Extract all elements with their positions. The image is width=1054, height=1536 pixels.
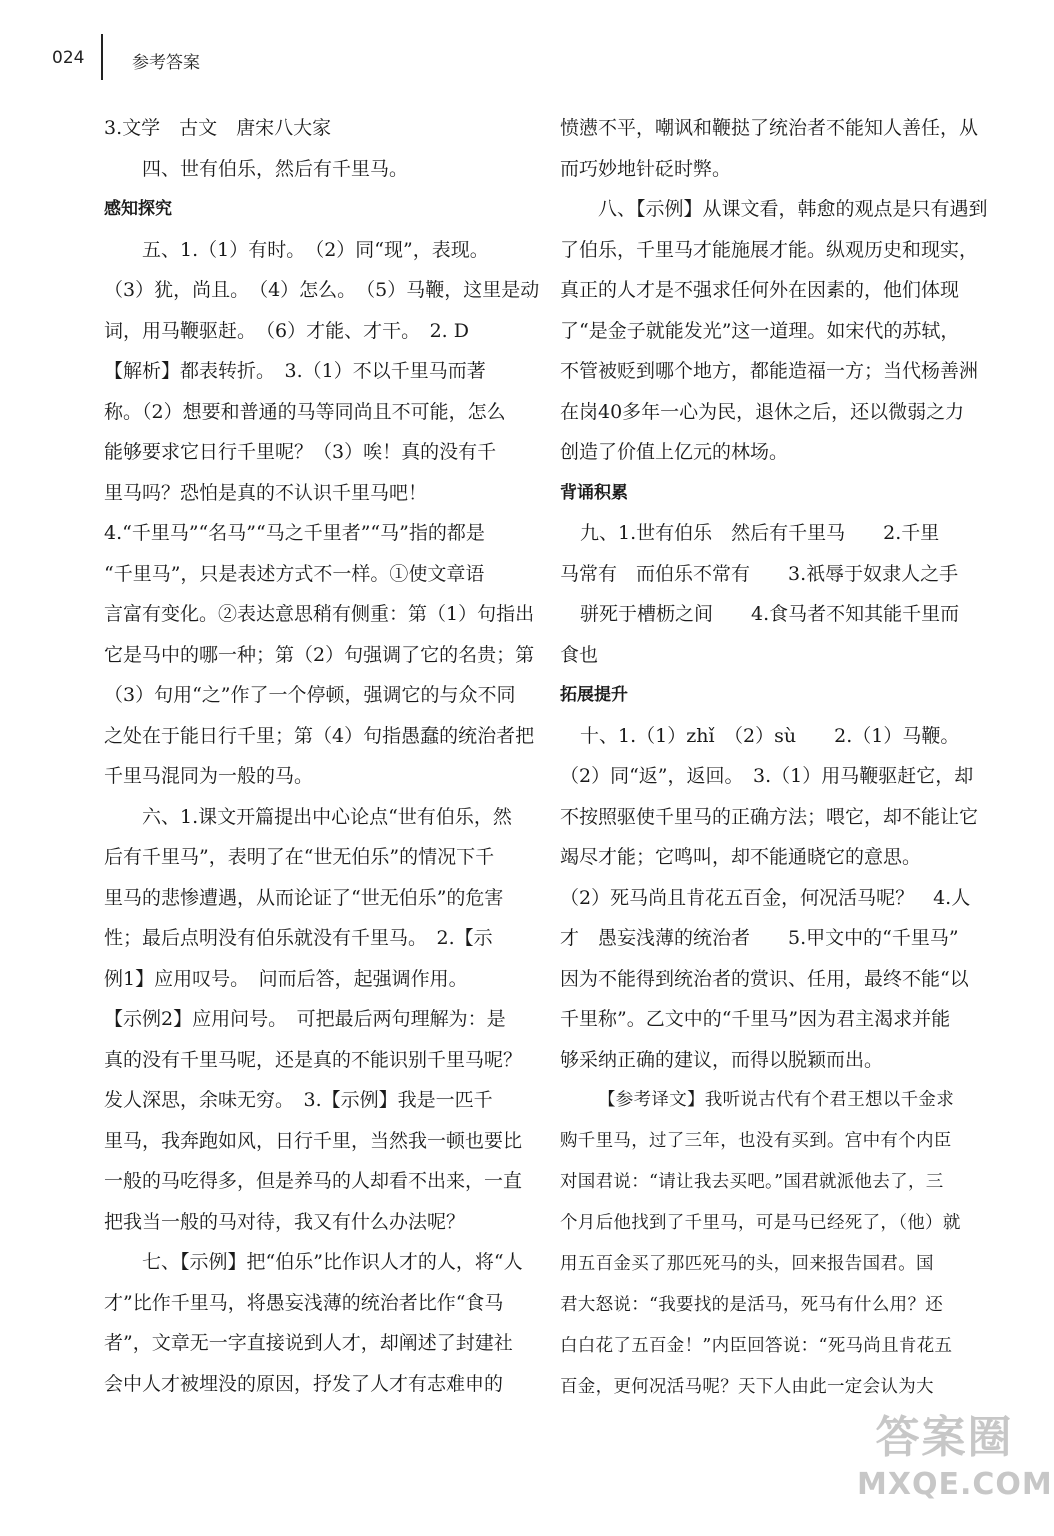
answer-line: 六、1.课文开篇提出中心论点“世有伯乐，然 xyxy=(142,805,512,828)
watermark-logo-text: 答案圈 xyxy=(875,1412,1014,1463)
answer-line: 例1】应用叹号。 问而后答，起强调作用。 xyxy=(104,967,468,990)
left-column xyxy=(104,108,540,1404)
answer-line: 里马的悲惨遭遇，从而论证了“世无伯乐”的危害 xyxy=(104,886,504,909)
page-number: 024 xyxy=(52,48,85,68)
translation-line: 百金，更何况活马呢？天下人由此一定会认为大 xyxy=(560,1377,934,1397)
header-divider xyxy=(101,34,103,80)
answer-line: （3）犹，尚且。 （4）怎么。 （5）马鞭，这里是动 xyxy=(104,279,540,301)
answer-line: 了“是金子就能发光”这一道理。如宋代的苏轼， xyxy=(560,319,960,342)
answer-line: （2）同“返”，返回。 3.（1）用马鞭驱赶它，却 xyxy=(560,765,974,787)
answer-line: 3.文学 古文 唐宋八大家 xyxy=(104,117,332,139)
answer-line: 十、1.（1）zhǐ （2）sù 2.（1）马鞭。 xyxy=(580,724,960,747)
answer-line: 言富有变化。②表达意思稍有侧重：第（1）句指出 xyxy=(104,603,535,625)
answer-line: 食也 xyxy=(560,643,599,666)
answer-line: 马常有 而伯乐不常有 3.祇辱于奴隶人之手 xyxy=(560,562,959,585)
answer-line: （2）死马尚且肯花五百金，何况活马呢？ 4.人 xyxy=(560,886,971,909)
page-header xyxy=(52,44,452,84)
answer-line: 会中人才被埋没的原因，抒发了人才有志难申的 xyxy=(104,1372,504,1395)
answer-line: 九、1.世有伯乐 然后有千里马 2.千里 xyxy=(580,522,940,544)
answer-line: 者”，文章无一字直接说到人才，却阐述了封建社 xyxy=(104,1332,513,1354)
answer-line: 四、世有伯乐，然后有千里马。 xyxy=(142,157,409,180)
answer-line: 不按照驱使千里马的正确方法；喂它，却不能让它 xyxy=(560,805,979,828)
answer-line: 称。（2）想要和普通的马等同尚且不可能，怎么 xyxy=(104,400,506,423)
answer-line: 因为不能得到统治者的赏识、任用，最终不能“以 xyxy=(560,967,969,990)
answer-line: 真的没有千里马呢，还是真的不能识别千里马呢？ xyxy=(104,1048,523,1071)
answer-line: 能够要求它日行千里呢？（3）唉！真的没有千 xyxy=(104,441,497,463)
translation-line: 君大怒说：“我要找的是活马，死马有什么用？还 xyxy=(560,1295,944,1315)
answer-line: 千里称”。乙文中的“千里马”因为君主渴求并能 xyxy=(560,1008,951,1030)
translation-line: 【参考译文】我听说古代有个君王想以千金求 xyxy=(598,1090,954,1110)
translation-line: 用五百金买了那匹死马的头，回来报告国君。国 xyxy=(560,1254,934,1274)
answer-line: 而巧妙地针砭时弊。 xyxy=(560,157,732,180)
translation-line: 白白花了五百金！”内臣回答说：“死马尚且肯花五 xyxy=(560,1336,953,1356)
answer-line: 才 愚妄浅薄的统治者 5.甲文中的“千里马” xyxy=(560,927,959,949)
answer-line: 发人深思，余味无穷。 3.【示例】我是一匹千 xyxy=(104,1089,493,1111)
answer-line: 不管被贬到哪个地方，都能造福一方；当代杨善洲 xyxy=(560,360,979,382)
answer-line: 七、【示例】把“伯乐”比作识人才的人，将“人 xyxy=(142,1251,523,1273)
answer-line: 真正的人才是不强求任何外在因素的，他们体现 xyxy=(560,279,960,301)
translation-line: 对国君说：“请让我去买吧。”国君就派他去了，三 xyxy=(560,1172,944,1192)
answer-line: 够采纳正确的建议，而得以脱颖而出。 xyxy=(560,1048,884,1071)
section-heading: 背诵积累 xyxy=(560,482,628,503)
answer-line: 创造了价值上亿元的林场。 xyxy=(560,441,789,463)
answer-line: 在岗40多年一心为民，退休之后，还以微弱之力 xyxy=(560,400,965,423)
answer-line: 了伯乐，千里马才能施展才能。纵观历史和现实， xyxy=(560,238,979,261)
answer-line: （3）句用“之”作了一个停顿，强调它的与众不同 xyxy=(104,684,516,706)
answer-line: 才”比作千里马，将愚妄浅薄的统治者比作“食马 xyxy=(104,1291,504,1314)
answer-line: 它是马中的哪一种；第（2）句强调了它的名贵；第 xyxy=(104,643,535,666)
answer-line: 愤懑不平，嘲讽和鞭挞了统治者不能知人善任，从 xyxy=(560,117,979,139)
answer-line: 把我当一般的马对待，我又有什么办法呢？ xyxy=(104,1210,466,1233)
section-heading: 拓展提升 xyxy=(560,685,628,705)
answer-line: 骈死于槽枥之间 4.食马者不知其能千里而 xyxy=(580,603,960,625)
right-column xyxy=(560,108,988,1408)
answer-line: 词，用马鞭驱赶。 （6）才能、才干。 2. D xyxy=(104,319,469,342)
answer-line: 后有千里马”，表明了在“世无伯乐”的情况下千 xyxy=(104,846,495,868)
answer-line: “千里马”，只是表述方式不一样。①使文章语 xyxy=(104,562,485,585)
answer-line: 八、【示例】从课文看，韩愈的观点是只有遇到 xyxy=(598,198,988,220)
answer-line: 五、1.（1）有时。 （2）同“现”，表现。 xyxy=(142,238,489,261)
translation-line: 个月后他找到了千里马，可是马已经死了，（他）就 xyxy=(560,1213,961,1233)
answer-line: 里马，我奔跑如风，日行千里，当然我一顿也要比 xyxy=(104,1129,523,1152)
answer-line: 千里马混同为一般的马。 xyxy=(104,765,314,787)
answer-line: 4.“千里马”“名马”“马之千里者”“马”指的都是 xyxy=(104,522,485,544)
answer-line: 【示例2】应用问号。 可把最后两句理解为：是 xyxy=(104,1008,506,1030)
watermark-url: MXQE.COM xyxy=(857,1467,1053,1502)
header-title: 参考答案 xyxy=(132,53,200,73)
section-heading: 感知探究 xyxy=(104,199,172,219)
answer-line: 性；最后点明没有伯乐就没有千里马。 2.【示 xyxy=(104,927,493,949)
answer-line: 里马吗？恐怕是真的不认识千里马吧！ xyxy=(104,481,428,504)
answer-line: 之处在于能日行千里；第（4）句指愚蠢的统治者把 xyxy=(104,724,535,747)
answer-line: 一般的马吃得多，但是养马的人却看不出来，一直 xyxy=(104,1170,523,1192)
answer-line: 【解析】都表转折。 3.（1）不以千里马而著 xyxy=(104,360,486,382)
answer-line: 竭尽才能；它鸣叫，却不能通晓它的意思。 xyxy=(560,846,922,868)
watermark-logo xyxy=(857,1409,1053,1514)
translation-line: 购千里马，过了三年，也没有买到。宫中有个内臣 xyxy=(560,1131,952,1151)
